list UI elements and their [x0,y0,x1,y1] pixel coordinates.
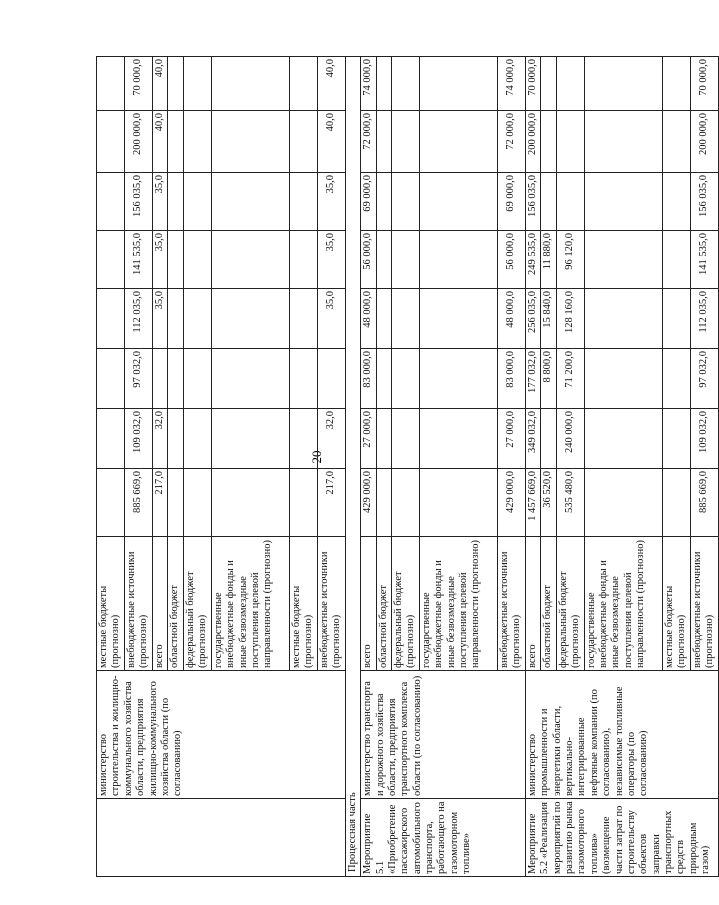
value-cell [168,173,183,231]
value-cell: 40,0 [153,57,168,111]
value-cell [183,111,211,173]
value-cell [168,231,183,289]
value-cell [376,57,391,111]
value-cell: 240 000,0 [556,409,584,469]
value-cell: 256 035,0 [525,289,540,349]
funding-source-cell: областной бюджет [376,537,391,671]
value-cell [662,231,690,289]
value-cell: 70 000,0 [690,57,718,111]
value-cell: 156 035,0 [690,173,718,231]
value-cell [183,469,211,537]
value-cell: 74 000,0 [361,57,376,111]
value-cell: 141 535,0 [125,231,153,289]
value-cell [584,289,662,349]
value-cell [168,469,183,537]
value-cell [183,289,211,349]
value-cell [419,469,497,537]
value-cell [662,173,690,231]
value-cell [168,57,183,111]
funding-source-cell: всего [361,537,376,671]
value-cell: 97 032,0 [690,349,718,409]
value-cell: 40,0 [153,111,168,173]
value-cell [183,57,211,111]
value-cell [211,349,289,409]
value-cell [584,111,662,173]
value-cell [391,231,419,289]
value-cell [97,409,125,469]
value-cell: 217,0 [153,469,168,537]
value-cell [97,289,125,349]
funding-source-cell: местные бюджеты (прогнозно) [662,537,690,671]
value-cell [376,173,391,231]
value-cell [662,349,690,409]
value-cell: 40,0 [317,111,345,173]
executor-cell: министерство промышленности и энергетики области, вертикально-интегрированные нефтяные компании (по согласованию), независимые топливные операторы (по согласованию) [525,671,718,799]
value-cell: 885 669,0 [125,469,153,537]
value-cell [391,289,419,349]
value-cell [556,57,584,111]
value-cell [584,469,662,537]
value-cell: 885 669,0 [690,469,718,537]
value-cell: 429 000,0 [497,469,525,537]
value-cell [289,349,317,409]
value-cell [419,173,497,231]
value-cell [211,469,289,537]
funding-source-cell: внебюджетные источники (прогнозно) [317,537,345,671]
value-cell [153,349,168,409]
funding-source-cell: внебюджетные источники (прогнозно) [125,537,153,671]
executor-cell: министерство транспорта и дорожного хозяйства области, предприятия транспортного комплекса области (по согласованию) [361,671,526,799]
value-cell: 72 000,0 [361,111,376,173]
value-cell [183,173,211,231]
value-cell [183,409,211,469]
value-cell: 35,0 [317,173,345,231]
value-cell [419,111,497,173]
value-cell [211,289,289,349]
value-cell [168,289,183,349]
value-cell: 112 035,0 [690,289,718,349]
value-cell [662,289,690,349]
measure-cell: Мероприятие 5.1 «Приобретение пассажирского автомобильного транспорта, работающего на газомоторном топливе» [361,799,526,877]
value-cell [183,349,211,409]
funding-source-cell: федеральный бюджет (прогнозно) [391,537,419,671]
value-cell: 83 000,0 [361,349,376,409]
value-cell: 35,0 [153,231,168,289]
funding-source-cell: внебюджетные источники (прогнозно) [497,537,525,671]
funding-source-cell: федеральный бюджет (прогнозно) [556,537,584,671]
value-cell: 112 035,0 [125,289,153,349]
value-cell [289,469,317,537]
value-cell [289,57,317,111]
value-cell: 27 000,0 [497,409,525,469]
value-cell [556,111,584,173]
value-cell [317,349,345,409]
value-cell [584,173,662,231]
value-cell: 97 032,0 [125,349,153,409]
value-cell [541,111,556,173]
value-cell [97,57,125,111]
value-cell: 200 000,0 [690,111,718,173]
value-cell: 35,0 [317,289,345,349]
value-cell [584,409,662,469]
value-cell [97,173,125,231]
value-cell: 48 000,0 [497,289,525,349]
value-cell: 40,0 [317,57,345,111]
value-cell [541,173,556,231]
value-cell [391,469,419,537]
value-cell: 74 000,0 [497,57,525,111]
value-cell [584,349,662,409]
value-cell [391,173,419,231]
value-cell [391,349,419,409]
measure-cell [97,799,346,877]
value-cell [289,231,317,289]
value-cell [168,111,183,173]
value-cell: 249 535,0 [525,231,540,289]
value-cell: 200 000,0 [525,111,540,173]
value-cell: 32,0 [317,409,345,469]
value-cell: 128 160,0 [556,289,584,349]
value-cell [289,111,317,173]
value-cell: 48 000,0 [361,289,376,349]
value-cell: 35,0 [317,231,345,289]
value-cell: 1 457 669,0 [525,469,540,537]
value-cell: 70 000,0 [525,57,540,111]
value-cell: 156 035,0 [125,173,153,231]
value-cell [391,57,419,111]
value-cell: 69 000,0 [361,173,376,231]
financing-table-sheet [96,57,715,877]
value-cell: 35,0 [153,289,168,349]
funding-source-cell: государственные внебюджетные фонды и иные безвозмездные поступления целевой направленности (прогнозно) [211,537,289,671]
funding-source-cell: государственные внебюджетные фонды и иные безвозмездные поступления целевой направленности (прогнозно) [584,537,662,671]
value-cell [289,173,317,231]
value-cell [168,349,183,409]
value-cell [97,349,125,409]
value-cell [662,469,690,537]
value-cell: 56 000,0 [361,231,376,289]
value-cell [556,173,584,231]
value-cell [97,231,125,289]
funding-source-cell: всего [525,537,540,671]
table-row [525,57,540,877]
funding-source-cell: областной бюджет [541,537,556,671]
value-cell [541,409,556,469]
value-cell: 27 000,0 [361,409,376,469]
value-cell: 429 000,0 [361,469,376,537]
value-cell [376,111,391,173]
value-cell: 71 200,0 [556,349,584,409]
value-cell [662,409,690,469]
value-cell [391,409,419,469]
process-part-label: Процессная часть [345,57,360,877]
value-cell [168,409,183,469]
funding-source-cell: федеральный бюджет (прогнозно) [183,537,211,671]
value-cell: 349 032,0 [525,409,540,469]
value-cell [376,469,391,537]
funding-source-cell: областной бюджет [168,537,183,671]
funding-source-cell: местные бюджеты (прогнозно) [97,537,125,671]
value-cell: 32,0 [153,409,168,469]
value-cell: 96 120,0 [556,231,584,289]
value-cell [211,231,289,289]
value-cell [376,409,391,469]
page-number: 20 [309,450,324,464]
section-row [345,57,360,877]
value-cell: 15 840,0 [541,289,556,349]
value-cell: 8 800,0 [541,349,556,409]
value-cell [289,409,317,469]
value-cell: 535 480,0 [556,469,584,537]
value-cell [584,57,662,111]
value-cell [211,409,289,469]
table-row [97,57,125,877]
value-cell [376,289,391,349]
funding-source-cell: внебюджетные источники (прогнозно) [690,537,718,671]
value-cell [211,173,289,231]
value-cell: 109 032,0 [690,409,718,469]
value-cell [584,231,662,289]
value-cell [183,231,211,289]
measure-cell: Мероприятие 5.2 «Реализация мероприятий по развитию рынка газомоторного топлива» (возмещение части затрат по строительству объектов заправки транспортных средств природным газом) [525,799,718,877]
funding-source-cell: всего [153,537,168,671]
value-cell: 36 520,0 [541,469,556,537]
value-cell [376,349,391,409]
funding-source-cell: государственные внебюджетные фонды и иные безвозмездные поступления целевой направленности (прогнозно) [419,537,497,671]
value-cell [289,289,317,349]
financing-table [96,56,719,877]
value-cell [211,57,289,111]
funding-source-cell: местные бюджеты (прогнозно) [289,537,317,671]
value-cell [419,231,497,289]
value-cell [662,111,690,173]
value-cell: 72 000,0 [497,111,525,173]
value-cell [419,57,497,111]
value-cell [541,57,556,111]
value-cell [419,409,497,469]
value-cell: 141 535,0 [690,231,718,289]
value-cell: 69 000,0 [497,173,525,231]
value-cell: 56 000,0 [497,231,525,289]
value-cell: 83 000,0 [497,349,525,409]
value-cell [419,349,497,409]
value-cell [97,469,125,537]
executor-cell: министерство строительства и жилищно-коммунального хозяйства области, предприятия жилищно-коммунального хозяйства области (по согласованию) [97,671,346,799]
value-cell: 109 032,0 [125,409,153,469]
value-cell [97,111,125,173]
value-cell [419,289,497,349]
value-cell [376,231,391,289]
value-cell [391,111,419,173]
value-cell [211,111,289,173]
value-cell: 200 000,0 [125,111,153,173]
value-cell: 11 880,0 [541,231,556,289]
value-cell: 35,0 [153,173,168,231]
value-cell [662,57,690,111]
table-row [361,57,376,877]
value-cell: 217,0 [317,469,345,537]
value-cell: 177 032,0 [525,349,540,409]
value-cell: 156 035,0 [525,173,540,231]
value-cell: 70 000,0 [125,57,153,111]
